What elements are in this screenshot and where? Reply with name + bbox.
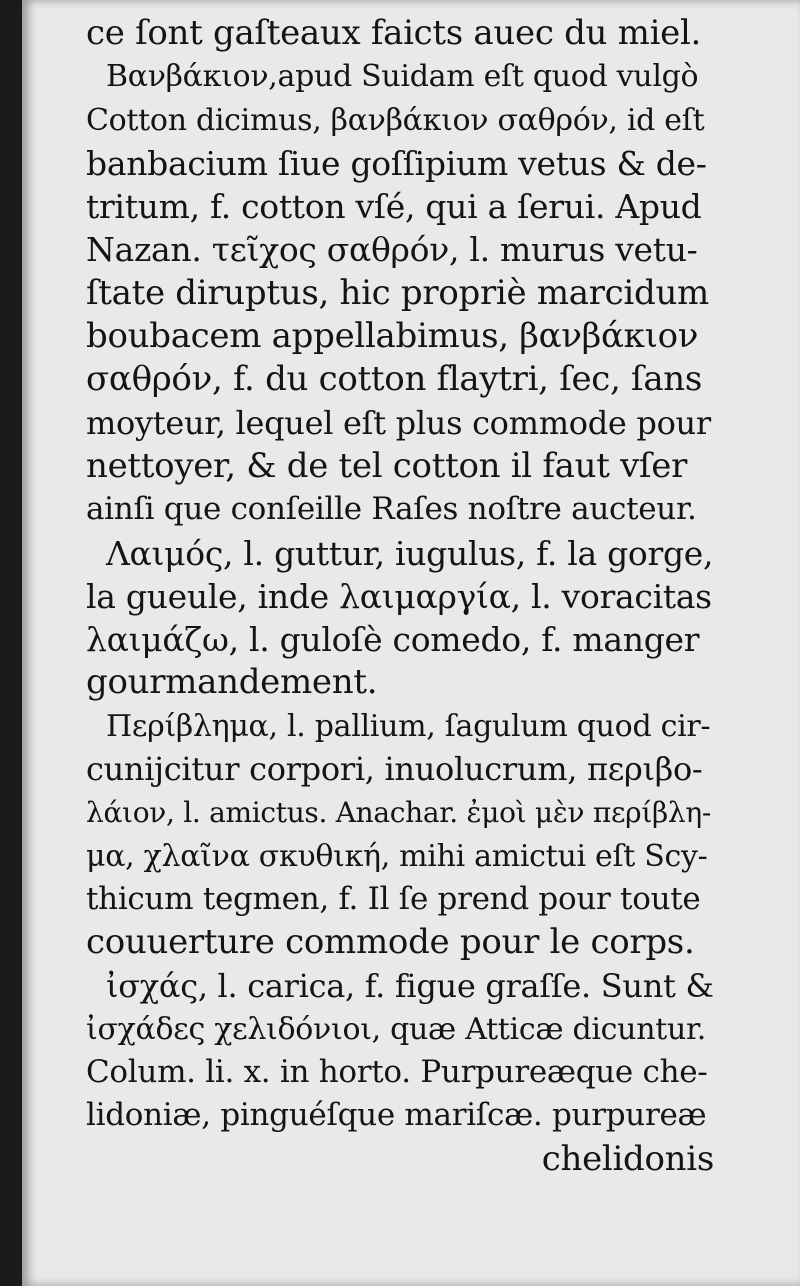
text-line: λάιον, l. amictus. Anachar. ἐμοὶ μὲν περίβλη- <box>86 796 711 830</box>
text-line: boubacem appellabimus, βανβάκιον <box>86 316 699 357</box>
text-line: Cotton dicimus, βανβάκιον σαθρόν, id eſt <box>86 102 705 138</box>
text-line: nettoyer, & de tel cotton il faut vſer <box>86 445 688 486</box>
text-line: ſtate diruptus, hic propriè marcidum <box>86 272 709 313</box>
text-line: thicum tegmen, f. Il ſe prend pour toute <box>86 880 701 917</box>
text-line: ainſi que conſeille Raſes noſtre aucteur. <box>86 491 697 528</box>
text-line: Colum. li. x. in horto. Purpureæque che- <box>86 1054 708 1091</box>
text-line: μα, χλαῖνα σκυθική, mihi amictui eſt Scy- <box>86 838 708 874</box>
text-line: ce ſont gaſteaux faicts auec du miel. <box>86 13 702 53</box>
book-page <box>22 0 800 1286</box>
text-line: λαιμάζω, l. guloſè comedo, f. manger <box>86 620 700 660</box>
catchword: chelidonis <box>541 1138 714 1179</box>
text-line: moyteur, lequel eſt plus commode pour <box>86 403 711 442</box>
text-line: Περίβλημα, l. pallium, ſagulum quod cir- <box>106 708 711 744</box>
text-line: lidoniæ, pinguéſque mariſcæ. purpureæ <box>86 1097 707 1134</box>
text-line: cunijcitur corpori, inuolucrum, περιβο- <box>86 750 703 789</box>
text-line: Λαιμός, l. guttur, iugulus, f. la gorge, <box>106 533 714 573</box>
text-line: Nazan. τεῖχος σαθρόν, l. murus vetu- <box>86 230 698 270</box>
text-line: ἰσχάς, l. carica, f. figue graſſe. Sunt & <box>106 966 714 1005</box>
text-block <box>86 12 714 1181</box>
text-line: Βανβάκιον,apud Suidam eſt quod vulgò <box>106 59 699 95</box>
text-line: couuerture commode pour le corps. <box>86 922 695 963</box>
text-line: ἰσχάδες χελιδόνιοι, quæ Atticæ dicuntur. <box>86 1011 706 1047</box>
text-line: σαθρόν, f. du cotton flaytri, ſec, ſans <box>86 359 703 400</box>
text-line: banbacium ſiue goſſipium vetus & de- <box>86 143 707 183</box>
text-line: gourmandement. <box>86 662 378 703</box>
text-line: tritum, f. cotton vſé, qui a ſerui. Apud <box>86 187 702 227</box>
text-line: la gueule, inde λαιμαργία, l. voracitas <box>86 576 712 616</box>
